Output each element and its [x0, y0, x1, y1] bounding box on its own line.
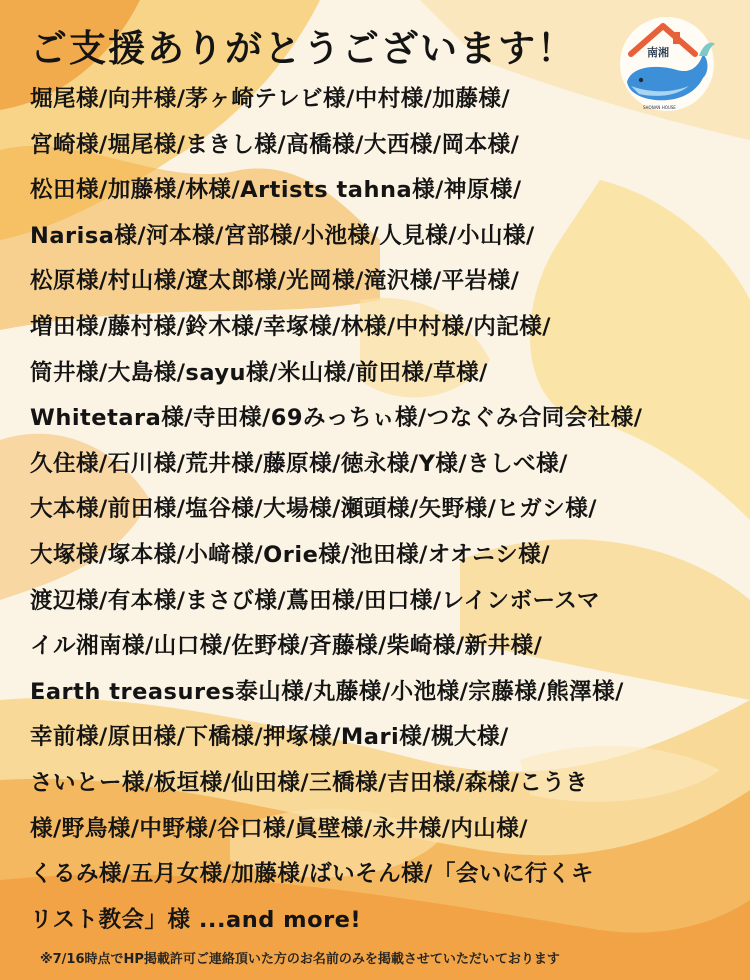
supporter-line: リスト教会」様 ...and more!	[30, 906, 362, 933]
supporter-line: 増田様/藤村様/鈴木様/幸塚様/林様/中村様/内記様/	[30, 313, 552, 340]
supporter-line: 様/野鳥様/中野様/谷口様/眞壁様/永井様/内山様/	[30, 815, 529, 842]
svg-text:SHONAN HOUSE: SHONAN HOUSE	[643, 105, 676, 110]
supporter-line: Earth treasures泰山様/丸藤様/小池様/宗藤様/熊澤様/	[30, 678, 624, 705]
supporter-line: 渡辺様/有本様/まさび様/蔦田様/田口様/レインボースマ	[30, 587, 600, 614]
supporter-line: 堀尾様/向井様/茅ヶ崎テレビ様/中村様/加藤様/	[30, 86, 511, 112]
supporter-line: くるみ様/五月女様/加藤様/ばいそん様/「会いに行くキ	[30, 861, 594, 888]
supporter-line: Narisa様/河本様/宮部様/小池様/人見様/小山様/	[30, 222, 535, 249]
supporter-line: Whitetara様/寺田様/69みっちぃ様/つなぐみ合同会社様/	[30, 405, 643, 432]
supporter-line: 大塚様/塚本様/小﨑様/Orie様/池田様/オオニシ様/	[30, 541, 550, 568]
supporter-line: 筒井様/大島様/sayu様/米山様/前田様/草様/	[30, 359, 488, 386]
supporter-line: イル湘南様/山口様/佐野様/斉藤様/柴崎様/新井様/	[30, 633, 543, 660]
supporter-line: 久住様/石川様/荒井様/藤原様/徳永様/Y様/きしべ様/	[30, 450, 568, 477]
supporter-line: 大本様/前田様/塩谷様/大場様/瀬頭様/矢野様/ヒガシ様/	[30, 496, 598, 523]
supporter-line: 松原様/村山様/遼太郎様/光岡様/滝沢様/平岩様/	[30, 268, 520, 295]
supporter-line: 松田様/加藤様/林様/Artists tahna様/神原様/	[30, 177, 522, 204]
supporter-line: 宮崎様/堀尾様/まきし様/高橋様/大西様/岡本様/	[30, 131, 520, 158]
page-title: ご支援ありがとうございます！	[30, 27, 576, 70]
svg-text:南湘: 南湘	[647, 46, 669, 59]
supporter-line: 幸前様/原田様/下橋様/押塚様/Mari様/槻大様/	[30, 724, 509, 751]
supporter-line: さいとー様/板垣様/仙田様/三橋様/吉田様/森様/こうき	[30, 769, 589, 796]
supporter-list	[30, 79, 730, 945]
footnote: ※7/16時点でHP掲載許可ご連絡頂いた方のお名前のみを掲載させていただいております	[40, 952, 560, 967]
